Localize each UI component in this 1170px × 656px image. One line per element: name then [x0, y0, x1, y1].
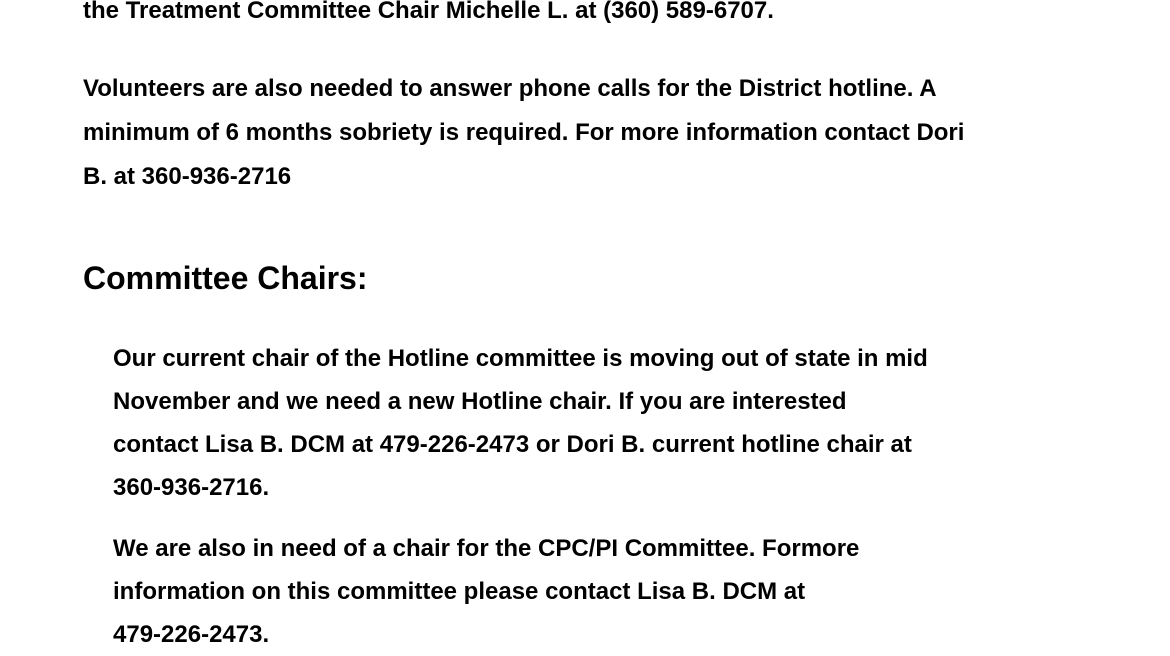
paragraph-line: We are also in need of a chair for the CPC/PI Committee. Formore [113, 535, 860, 562]
paragraph-line: Our current chair of the Hotline committee is moving out of state in mid [113, 345, 928, 372]
paragraph-line: minimum of 6 months sobriety is required. For more information contact Dori [83, 119, 965, 146]
paragraph-line: contact Lisa B. DCM at 479-226-2473 or Dori B. current hotline chair at [113, 431, 912, 458]
paragraph-line: the Treatment Committee Chair Michelle L. at (360) 589-6707. [83, 0, 774, 24]
paragraph-line: information on this committee please contact Lisa B. DCM at [113, 578, 806, 605]
paragraph-line: 360-936-2716. [113, 474, 270, 501]
committee-chairs-heading: Committee Chairs: [83, 260, 368, 296]
paragraph-line: 479-226-2473. [113, 621, 270, 648]
cpc-pi-chair-paragraph [113, 527, 859, 656]
hotline-chair-paragraph [113, 337, 928, 509]
treatment-committee-paragraph [83, 0, 774, 33]
hotline-volunteers-paragraph [83, 67, 964, 199]
paragraph-line: B. at 360-936-2716 [83, 163, 292, 190]
paragraph-line: Volunteers are also needed to answer phone calls for the District hotline. A [83, 75, 937, 102]
paragraph-line: November and we need a new Hotline chair. If you are interested [113, 388, 847, 415]
